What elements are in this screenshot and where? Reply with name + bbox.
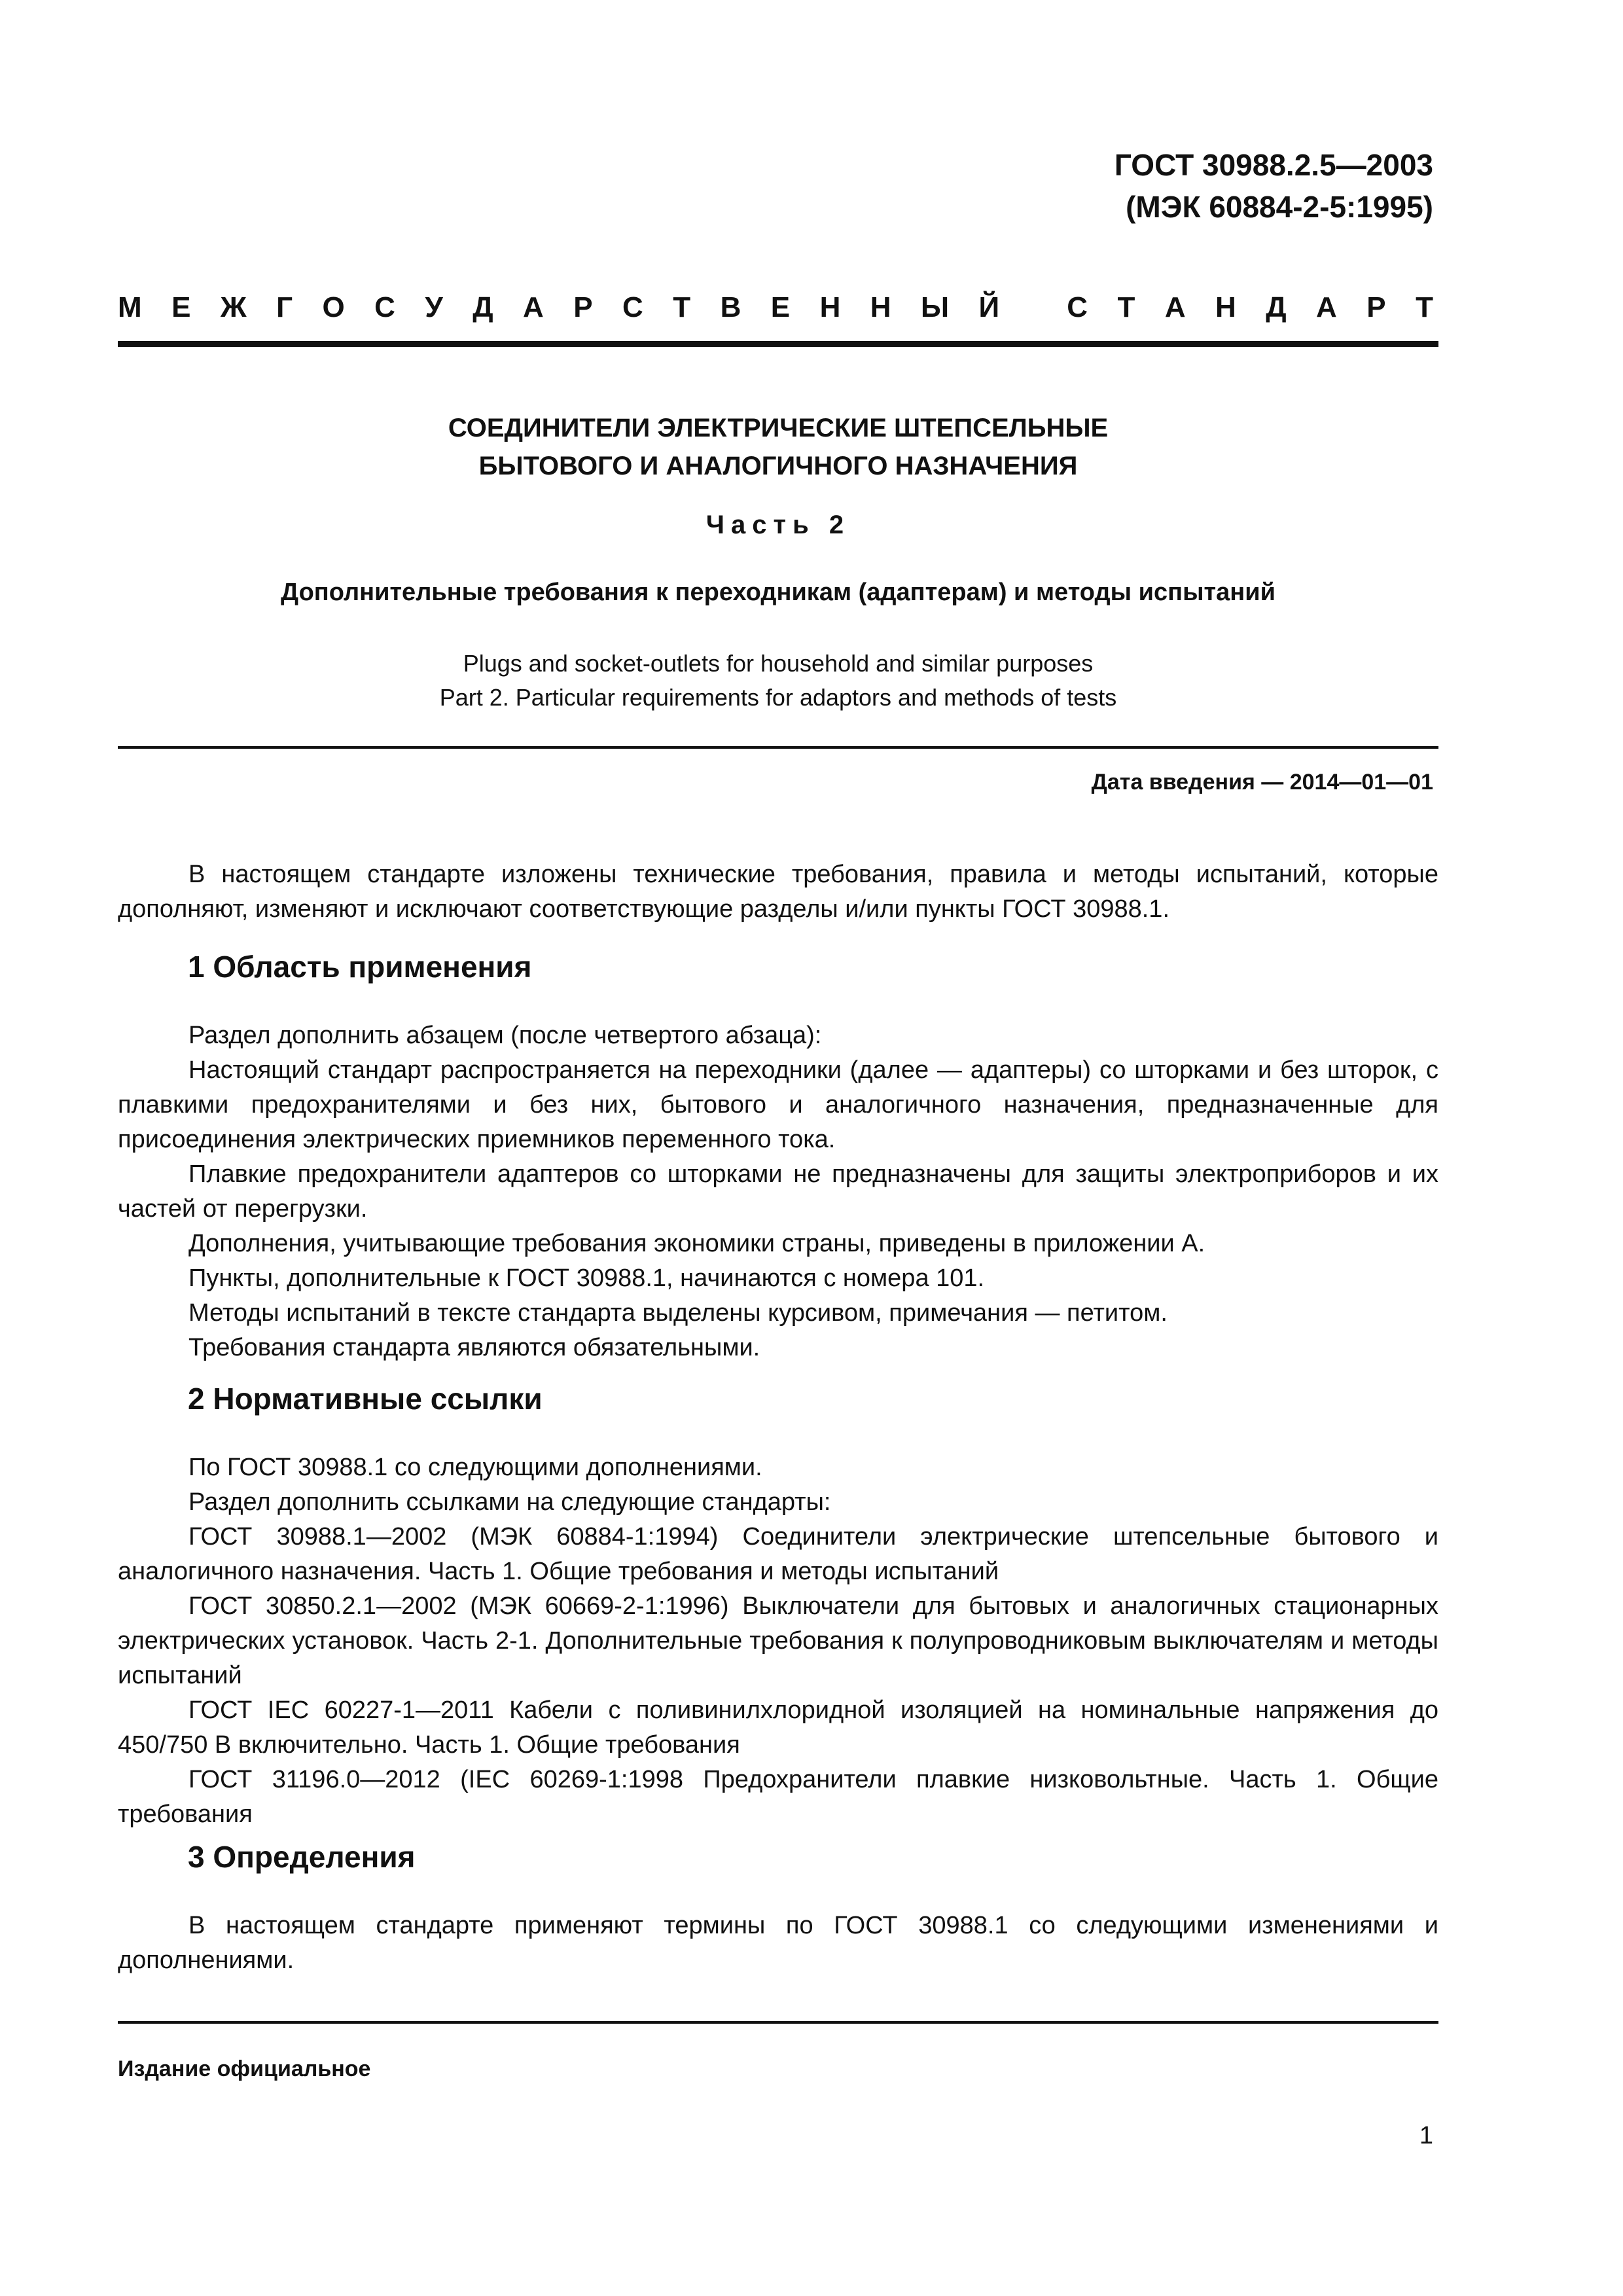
standard-kind-letters bbox=[118, 291, 1433, 324]
heading-letter: Т bbox=[1416, 291, 1433, 323]
heading-letter: Н bbox=[819, 291, 841, 323]
heading-letter: Й bbox=[978, 291, 1000, 323]
header-rule bbox=[118, 341, 1438, 347]
heading-letter: Р bbox=[1366, 291, 1386, 323]
paragraph: Раздел дополнить ссылками на следующие стандарты: bbox=[188, 1488, 831, 1516]
heading-letter: С bbox=[622, 291, 643, 323]
heading-letter: У bbox=[425, 291, 443, 323]
section-1-body bbox=[118, 1018, 1438, 1365]
english-title-line-1: Plugs and socket-outlets for household and similar purposes bbox=[463, 650, 1094, 677]
paragraph: Дополнения, учитывающие требования экономики страны, приведены в приложении А. bbox=[188, 1230, 1205, 1257]
section-3-body bbox=[118, 1909, 1438, 1978]
section-2-body bbox=[118, 1450, 1438, 1832]
heading-letter: Т bbox=[673, 291, 691, 323]
heading-letter: А bbox=[1316, 291, 1337, 323]
page-number: 1 bbox=[1419, 2122, 1433, 2149]
intro-paragraph bbox=[118, 857, 1438, 927]
heading-letter: Р bbox=[573, 291, 593, 323]
heading-letter: Е bbox=[770, 291, 791, 323]
footer-rule bbox=[118, 2021, 1438, 2024]
reference-entry: ГОСТ IEC 60227-1—2011 Кабели с поливинилхлоридной изоляцией на номинальные напряжения до 450/750 В включительно. Часть 1. Общие требования bbox=[118, 1696, 1438, 1759]
heading-letter: О bbox=[322, 291, 345, 323]
standard-kind-heading bbox=[118, 291, 1433, 324]
heading-letter: С bbox=[1067, 291, 1088, 323]
heading-letter: Н bbox=[870, 291, 891, 323]
document-subtitle: Дополнительные требования к переходникам (адаптерам) и методы испытаний bbox=[281, 579, 1275, 606]
heading-letter: М bbox=[118, 291, 142, 323]
date-introduced: Дата введения — 2014—01—01 bbox=[1091, 770, 1433, 795]
paragraph: Пункты, дополнительные к ГОСТ 30988.1, начинаются с номера 101. bbox=[188, 1265, 985, 1292]
paragraph: В настоящем стандарте применяют термины по ГОСТ 30988.1 со следующими изменениями и дополнениями. bbox=[118, 1912, 1438, 1974]
edition-label: Издание официальное bbox=[118, 2056, 371, 2081]
paragraph: Требования стандарта являются обязательными. bbox=[188, 1334, 760, 1361]
english-title-line-2: Part 2. Particular requirements for adaptors and methods of tests bbox=[439, 684, 1117, 711]
section-1-heading: 1 Область применения bbox=[188, 950, 532, 984]
heading-letter: В bbox=[720, 291, 741, 323]
title-rule bbox=[118, 746, 1438, 749]
paragraph: Плавкие предохранители адаптеров со шторками не предназначены для защиты электроприборов и их частей от перегрузки. bbox=[118, 1160, 1438, 1223]
section-3-heading: 3 Определения bbox=[188, 1840, 416, 1874]
paragraph: По ГОСТ 30988.1 со следующими дополнениями. bbox=[188, 1454, 762, 1481]
section-2-heading: 2 Нормативные ссылки bbox=[188, 1382, 543, 1416]
standard-designation bbox=[1115, 144, 1433, 228]
heading-letter: Ы bbox=[921, 291, 950, 323]
paragraph: Настоящий стандарт распространяется на переходники (далее — адаптеры) со шторками и без шторок, с плавкими предохранителями и без них, бытового и аналогичного назначения, предназначенные для присоединения электрических приемников переменного тока. bbox=[118, 1056, 1438, 1153]
standard-number: ГОСТ 30988.2.5—2003 bbox=[1114, 148, 1433, 182]
intro-text: В настоящем стандарте изложены технические требования, правила и методы испытаний, которые дополняют, изменяют и исключают соответствующие разделы и/или пункты ГОСТ 30988.1. bbox=[118, 861, 1438, 923]
heading-letter: А bbox=[1164, 291, 1186, 323]
document-title bbox=[118, 409, 1438, 485]
title-line-1: СОЕДИНИТЕЛИ ЭЛЕКТРИЧЕСКИЕ ШТЕПСЕЛЬНЫЕ bbox=[448, 414, 1109, 442]
part-label: Часть 2 bbox=[705, 511, 851, 539]
reference-entry: ГОСТ 30988.1—2002 (МЭК 60884-1:1994) Соединители электрические штепсельные бытового и аналогичного назначения. Часть 1. Общие требования и методы испытаний bbox=[118, 1523, 1438, 1585]
heading-letter: Г bbox=[276, 291, 293, 323]
heading-letter: А bbox=[523, 291, 544, 323]
title-line-2: БЫТОВОГО И АНАЛОГИЧНОГО НАЗНАЧЕНИЯ bbox=[478, 452, 1078, 480]
iec-reference: (МЭК 60884-2-5:1995) bbox=[1126, 190, 1433, 224]
heading-letter: Е bbox=[171, 291, 191, 323]
heading-letter: Н bbox=[1215, 291, 1236, 323]
paragraph: Раздел дополнить абзацем (после четвертого абзаца): bbox=[188, 1022, 822, 1049]
reference-entry: ГОСТ 31196.0—2012 (IEC 60269-1:1998 Предохранители плавкие низковольтные. Часть 1. Общие требования bbox=[118, 1766, 1438, 1828]
letter-gap bbox=[1029, 291, 1037, 324]
heading-letter: Д bbox=[1266, 291, 1287, 323]
heading-letter: Д bbox=[473, 291, 493, 323]
english-title bbox=[118, 647, 1438, 715]
heading-letter: Т bbox=[1117, 291, 1135, 323]
heading-letter: Ж bbox=[220, 291, 247, 323]
reference-entry: ГОСТ 30850.2.1—2002 (МЭК 60669-2-1:1996) Выключатели для бытовых и аналогичных стационарных электрических установок. Часть 2-1. Дополнительные требования к полупроводниковым выключателям и методы испытаний bbox=[118, 1592, 1438, 1689]
heading-letter: С bbox=[374, 291, 395, 323]
paragraph: Методы испытаний в тексте стандарта выделены курсивом, примечания — петитом. bbox=[188, 1299, 1168, 1327]
